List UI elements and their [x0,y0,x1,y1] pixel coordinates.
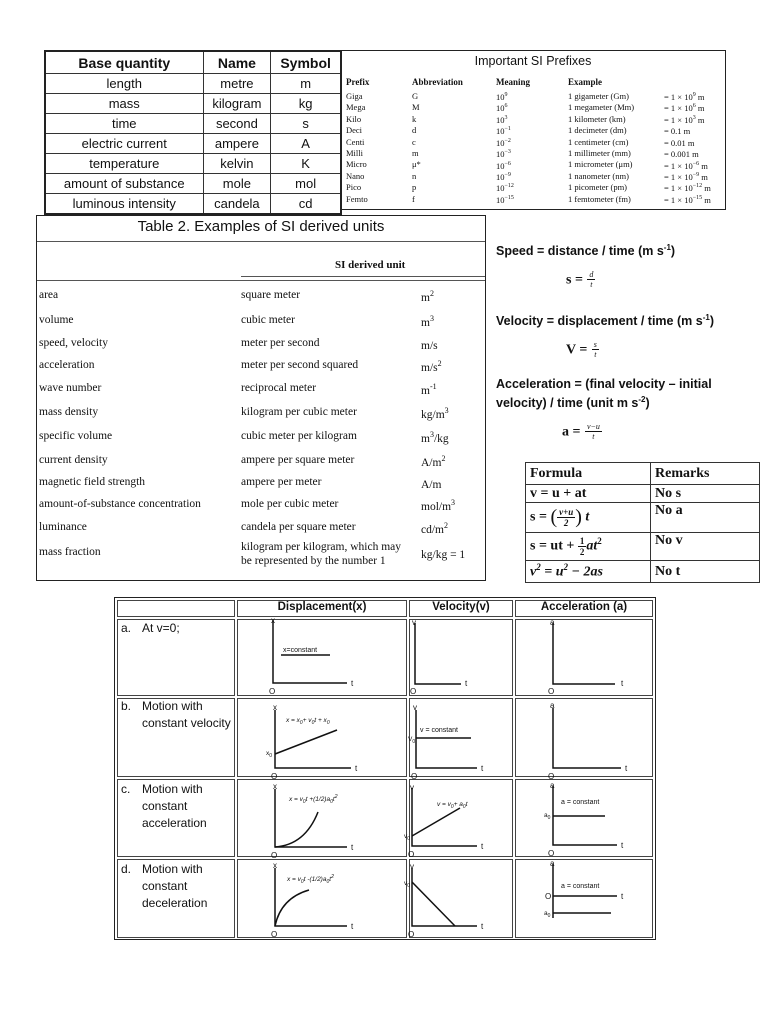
remark-cell: No t [651,561,760,583]
prefix-equivalent: = 0.01 m [664,137,695,148]
origin-label: O [408,930,415,939]
unit-name: ampere per meter [241,476,322,488]
axis-label-t: t [621,841,624,850]
quantity-name: mass density [39,406,99,418]
origin-label: O [548,772,555,781]
base-symbol-cell: A [271,134,341,154]
speed-formula: s = $\frac{d}{t}$ [566,270,594,289]
prefix-header-meaning: Meaning [496,77,531,87]
formula-header-row [526,463,760,485]
prefix-meaning: $10^{-6}$ [496,160,511,171]
remark-cell: No v [651,533,760,561]
table-row [345,182,723,193]
x-linear-line [275,730,337,754]
c-a0-label: $a_0$ [544,812,551,821]
base-quantity-cell: luminous intensity [45,194,203,215]
table-row [526,561,760,583]
prefix-example: 1 micrometer (μm) [568,159,633,170]
axis-label-x: x [273,861,277,870]
prefix-equivalent: = $1 \times 10^{-15}$ m [664,194,711,205]
table-row [526,503,760,533]
origin-label: O [411,772,418,781]
unit-symbol: $m^3/kg$ [421,430,449,445]
axis-label-a: a [550,618,555,627]
prefix-equivalent: = $1 \times 10^{-9}$ m [664,171,708,182]
axis-label-t: t [625,764,628,773]
prefix-meaning: $10^{-15}$ [496,194,514,205]
axis-label-t: t [465,679,468,688]
d-a0-label: $a_0$ [544,910,551,919]
prefix-name: Micro [346,159,367,170]
prefix-abbreviation: m [412,148,419,159]
base-quantity-table [44,50,342,215]
table-row [45,154,341,174]
origin-label: O [548,687,555,696]
table-row [45,74,341,94]
quantity-name: specific volume [39,430,113,442]
base-header-quantity: Base quantity [45,51,203,74]
derived-rule [37,241,485,242]
quantity-name: volume [39,314,74,326]
prefix-name: Centi [346,136,365,147]
axis-label-x: x [273,782,277,791]
prefix-meaning: $10^{-1}$ [496,126,511,137]
prefix-example: 1 decimeter (dm) [568,125,627,136]
base-name-cell: kilogram [203,94,271,114]
derived-rule [241,276,485,277]
derived-units-table [36,215,486,581]
remarks-header: Remarks [651,463,760,485]
v-axes-b [416,710,477,768]
header-velocity: Velocity(v) [432,601,490,613]
velocity-definition: Velocity = displacement / time (m $s^{-1}$) [496,313,714,329]
unit-symbol: kg/kg = 1 [421,548,466,561]
origin-label: O [271,930,278,939]
origin-label: O [545,892,552,901]
c-v-equation: $v = v_0+ a_0t$ [437,801,468,810]
table-row [345,91,723,102]
prefix-header-row [345,73,723,91]
prefix-header-abbreviation: Abbreviation [412,77,463,87]
prefix-meaning: $10^6$ [496,103,508,114]
d-x-equation: $x = v_0t$ $-(1/2)a_0t^2$ [287,874,334,885]
quantity-name: luminance [39,521,87,533]
base-header-row [45,51,341,74]
quantity-name: wave number [39,382,102,394]
prefix-equivalent: = $1 \times 10^6$ m [664,103,705,114]
base-quantity-cell: electric current [45,134,203,154]
motion-graphs-table: Displacement(x) Velocity(v) Acceleration (a) a. At v=0; b. Motion with constant velocity c. Motion with constant acceleration d. Motion with constant deceleration x t O x=constant v t O a t O x t O $x = x_0+ v_0t + x_0$ $x_0$ v t O v = constant $V_0$ a t O x t O $x = v_0t +(1/2)a_0t^2$ v t O $v = v_0+ a_0t$ $v_0$ a t O a = constant $a_0$ x t O $x = v_0t$ $-(1/2)a_0t^2$ v t O $v_0$ a t O a = constant $a_0$ [114,597,656,940]
unit-symbol: m/s [421,339,438,352]
formula-cell: $v^2 = u^2 - 2as$ [526,561,651,583]
prefix-abbreviation: μ* [412,159,421,170]
axis-label-a: a [550,701,555,710]
axis-label-t: t [621,892,624,901]
table-row [45,114,341,134]
quantity-name: area [39,289,59,301]
prefix-abbreviation: f [412,193,415,204]
table-row [345,125,723,136]
axis-label-x: x [271,616,275,625]
table-row [45,134,341,154]
base-quantity-cell: temperature [45,154,203,174]
table-row [526,485,760,503]
prefix-abbreviation: p [412,182,417,193]
unit-symbol: $m^2$ [421,289,434,304]
formula-cell: s = ( $\frac{v+u}{2}$ ) t [526,503,651,533]
prefix-example: 1 femtometer (fm) [568,193,631,204]
prefix-example: 1 nanometer (nm) [568,170,629,181]
derived-rule [37,280,485,281]
remark-cell: No a [651,503,760,533]
quantity-name: acceleration [39,359,95,371]
derived-title: Table 2. Examples of SI derived units [137,218,385,235]
prefix-name: Kilo [346,113,362,124]
prefix-meaning: $10^{-12}$ [496,183,514,194]
table-row [45,174,341,194]
b-v0-label: $V_0$ [408,736,416,745]
base-symbol-cell: s [271,114,341,134]
unit-symbol: $A/m^2$ [421,454,446,469]
axis-label-t: t [351,843,354,852]
d-v0-label: $v_0$ [404,880,411,889]
c-v0-label: $v_0$ [404,833,411,842]
v-falling-line [412,882,455,926]
axis-label-t: t [355,764,358,773]
prefix-equivalent: = 0.1 m [664,126,691,137]
origin-label: O [548,849,555,858]
axis-label-v: v [410,862,414,871]
x-parabola-decel [275,890,309,926]
table-row [345,102,723,113]
si-prefix-panel [340,50,726,210]
quantity-name: amount-of-substance concentration [39,498,201,510]
quantity-name: speed, velocity [39,337,108,349]
unit-name: ampere per square meter [241,454,355,466]
formula-cell: v = u + at [526,485,651,503]
axis-label-x: x [273,703,277,712]
base-symbol-cell: mol [271,174,341,194]
prefix-example: 1 picometer (pm) [568,182,628,193]
unit-name: meter per second squared [241,359,359,371]
origin-label: O [269,687,276,696]
unit-name: mole per cubic meter [241,498,339,510]
axis-label-t: t [481,922,484,931]
base-quantity-cell: length [45,74,203,94]
prefix-name: Mega [346,102,366,113]
base-quantity-cell: mass [45,94,203,114]
base-name-cell: kelvin [203,154,271,174]
x-constant-label: x=constant [283,647,318,654]
kinematics-formula-table [525,462,760,583]
origin-label: O [408,850,415,859]
v-axes-a [415,623,461,684]
si-prefix-table [345,73,723,205]
origin-label: O [410,687,417,696]
prefix-name: Nano [346,170,365,181]
d-a-constant-label: a = constant [561,883,600,890]
prefix-equivalent: = $1 \times 10^{-6}$ m [664,160,708,171]
unit-symbol: A/m [421,478,442,491]
table-row [345,194,723,205]
acceleration-definition: Acceleration = (final velocity – initial velocity) / time (unit m $s^{-2}$) [496,377,712,411]
base-name-cell: metre [203,74,271,94]
header-displacement: Displacement(x) [277,601,367,613]
base-symbol-cell: kg [271,94,341,114]
prefix-meaning: $10^{-9}$ [496,171,511,182]
prefix-equivalent: = $1 \times 10^{-12}$ m [664,183,711,194]
base-quantity-cell: amount of substance [45,174,203,194]
v-axes-d [412,868,477,926]
base-symbol-cell: cd [271,194,341,215]
base-header-symbol: Symbol [271,51,341,74]
base-symbol-cell: m [271,74,341,94]
base-header-name: Name [203,51,271,74]
formula-cell: s = ut + $\frac{1}{2}$ $at^2$ [526,533,651,561]
prefix-meaning: $10^{-3}$ [496,148,511,159]
prefix-name: Giga [346,90,363,101]
header-acceleration: Acceleration (a) [540,601,628,613]
base-name-cell: second [203,114,271,134]
prefix-abbreviation: k [412,113,417,124]
x-parabola-up [275,812,318,847]
remark-cell: No s [651,485,760,503]
quantity-name: current density [39,454,108,466]
unit-symbol: $m^3$ [421,314,434,329]
prefix-equivalent: = $1 \times 10^3$ m [664,114,705,125]
base-name-cell: ampere [203,134,271,154]
prefix-abbreviation: M [412,102,420,113]
axis-label-t: t [481,842,484,851]
velocity-formula: V = $\frac{s}{t}$ [566,340,597,359]
axis-label-v: v [413,703,417,712]
unit-symbol: $kg/m^3$ [421,406,449,421]
table-row [345,148,723,159]
quantity-name: mass fraction [39,546,101,558]
speed-definition: Speed = distance / time (m $s^{-1}$) [496,243,676,259]
prefix-example: 1 millimeter (mm) [568,148,631,159]
c-a-constant-label: a = constant [561,799,600,806]
quantity-name: magnetic field strength [39,476,146,488]
prefix-example: 1 megameter (Mm) [568,102,635,113]
base-name-cell: mole [203,174,271,194]
unit-name: kilogram per cubic meter [241,406,357,418]
axis-label-a: a [550,859,555,868]
origin-label: O [271,772,278,781]
prefix-example: 1 gigameter (Gm) [568,90,629,101]
formula-header: Formula [526,463,651,485]
acceleration-formula: a = $\frac{v-u}{t}$ [562,422,600,441]
axis-label-a: a [550,781,555,790]
unit-name: square meter [241,289,301,301]
unit-name: cubic meter [241,314,295,326]
axis-label-t: t [481,764,484,773]
prefix-abbreviation: n [412,170,417,181]
v-rising-line [412,808,460,836]
prefix-abbreviation: G [412,90,419,101]
prefix-abbreviation: d [412,125,417,136]
axis-label-t: t [351,922,354,931]
prefix-meaning: $10^3$ [496,114,508,125]
b-x0-label: $x_0$ [266,750,273,759]
base-symbol-cell: K [271,154,341,174]
a-axes-b [553,708,621,768]
base-name-cell: candela [203,194,271,215]
prefix-abbreviation: c [412,136,416,147]
prefix-name: Deci [346,125,363,136]
table-row [345,160,723,171]
prefix-name: Milli [346,148,364,159]
unit-name: kilogram per kilogram, which may be represented by the number 1 [241,541,402,567]
prefix-meaning: $10^9$ [496,91,508,102]
table-row [45,94,341,114]
unit-symbol: mol/$m^3$ [421,498,456,513]
prefix-example: 1 kilometer (km) [568,113,626,124]
table-row [345,114,723,125]
b-x-equation: $x = x_0+ v_0t + x_0$ [286,717,330,726]
axis-label-t: t [621,679,624,688]
motion-graphs [115,598,657,941]
unit-symbol: $cd/m^2$ [421,521,448,536]
table-row [345,171,723,182]
a-axes-a [553,623,615,684]
prefix-header-prefix: Prefix [346,77,370,87]
table-row [526,533,760,561]
derived-header: SI derived unit [335,259,406,271]
c-x-equation: $x = v_0t +(1/2)a_0t^2$ [289,794,338,805]
prefix-meaning: $10^{-2}$ [496,137,511,148]
axis-label-v: v [410,783,414,792]
unit-symbol: $m^{-1}$ [421,382,437,397]
prefix-equivalent: = 0.001 m [664,148,699,159]
axis-label-v: v [412,618,416,627]
unit-name: reciprocal meter [241,382,317,394]
table-row [345,137,723,148]
b-v-constant-label: v = constant [420,727,458,734]
table-row [45,194,341,215]
unit-name: meter per second [241,337,320,349]
prefix-name: Femto [346,193,368,204]
unit-symbol: $m/s^2$ [421,359,442,374]
base-quantity-cell: time [45,114,203,134]
unit-name: candela per square meter [241,521,356,533]
prefix-equivalent: = $1 \times 10^9$ m [664,91,705,102]
unit-name: cubic meter per kilogram [241,430,357,442]
origin-label: O [271,851,278,860]
prefix-name: Pico [346,182,362,193]
prefix-header-example: Example [568,77,603,87]
axis-label-t: t [351,679,354,688]
prefix-example: 1 centimeter (cm) [568,136,629,147]
prefix-title: Important SI Prefixes [474,54,592,68]
